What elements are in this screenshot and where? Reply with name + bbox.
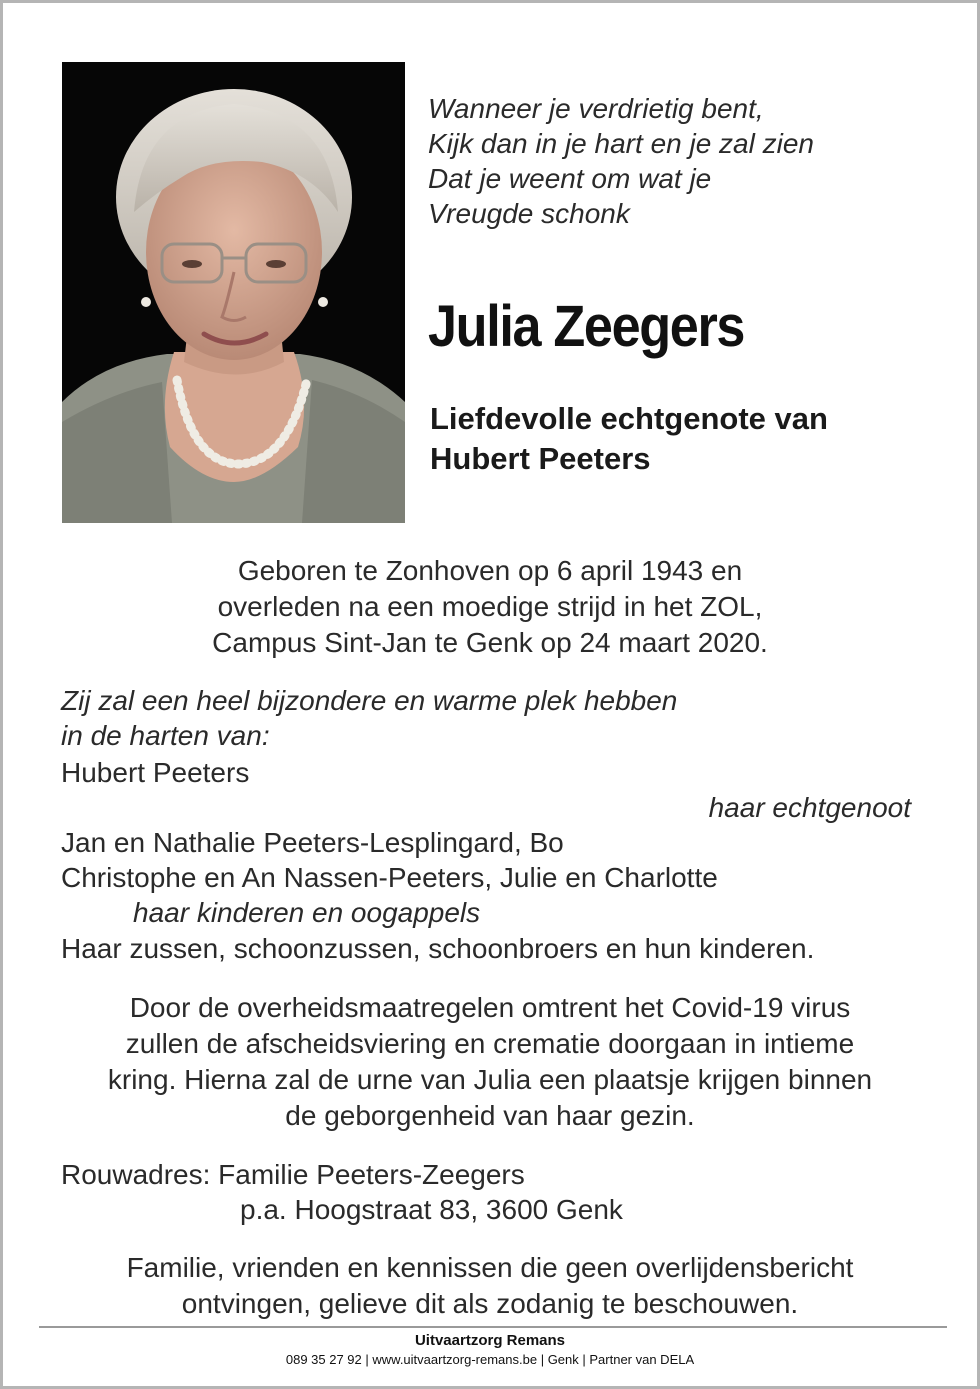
mourner-child: Jan en Nathalie Peeters-Lesplingard, Bo (61, 827, 564, 858)
closing-line: Familie, vrienden en kennissen die geen overlijdensbericht (126, 1252, 854, 1283)
funeral-home-name: Uitvaartzorg Remans (414, 1332, 566, 1349)
mourners-intro: in de harten van: (61, 720, 270, 751)
mourning-address: p.a. Hoogstraat 83, 3600 Genk (240, 1194, 623, 1225)
notice-line: de geborgenheid van haar gezin. (285, 1100, 695, 1131)
birth-death-line: Geboren te Zonhoven op 6 april 1943 en (237, 555, 743, 586)
notice-line: zullen de afscheidsviering en crematie doorgaan in intieme (125, 1028, 855, 1059)
birth-death-line: Campus Sint-Jan te Genk op 24 maart 2020. (212, 627, 768, 658)
covid-notice (3, 990, 977, 1134)
mourner-child: Christophe en An Nassen-Peeters, Julie en Charlotte (61, 862, 718, 893)
portrait-illustration (62, 62, 405, 523)
deceased-name: Julia Zeegers (428, 294, 745, 359)
notice-line: Door de overheidsmaatregelen omtrent het Covid-19 virus (129, 992, 851, 1023)
mourner-spouse-role: haar echtgenoot (708, 792, 911, 823)
closing-text (3, 1250, 977, 1322)
mourning-address-label: Rouwadres: Familie Peeters-Zeegers (61, 1159, 525, 1190)
closing-line: ontvingen, gelieve dit als zodanig te beschouwen. (181, 1288, 799, 1319)
relation-line: Hubert Peeters (430, 441, 651, 476)
relation-line: Liefdevolle echtgenote van (430, 401, 828, 436)
mourners-intro: Zij zal een heel bijzondere en warme plek hebben (61, 685, 678, 716)
mourner-siblings: Haar zussen, schoonzussen, schoonbroers en hun kinderen. (61, 933, 815, 964)
birth-death-line: overleden na een moedige strijd in het ZOL, (217, 591, 763, 622)
mourner-children-role: haar kinderen en oogappels (133, 897, 481, 928)
poem-line: Dat je weent om wat je (428, 163, 712, 194)
footer-divider (39, 1326, 947, 1328)
poem-line: Kijk dan in je hart en je zal zien (428, 128, 814, 159)
poem (428, 91, 814, 231)
poem-line: Wanneer je verdrietig bent, (428, 93, 764, 124)
funeral-home-contact: 089 35 27 92 | www.uitvaartzorg-remans.be | Genk | Partner van DELA (285, 1352, 695, 1367)
portrait-photo (62, 62, 405, 523)
birth-death-info (3, 553, 977, 661)
notice-line: kring. Hierna zal de urne van Julia een plaatsje krijgen binnen (107, 1064, 873, 1095)
mourner-spouse-name: Hubert Peeters (61, 757, 250, 788)
poem-line: Vreugde schonk (428, 198, 630, 229)
relation-heading (430, 399, 828, 479)
